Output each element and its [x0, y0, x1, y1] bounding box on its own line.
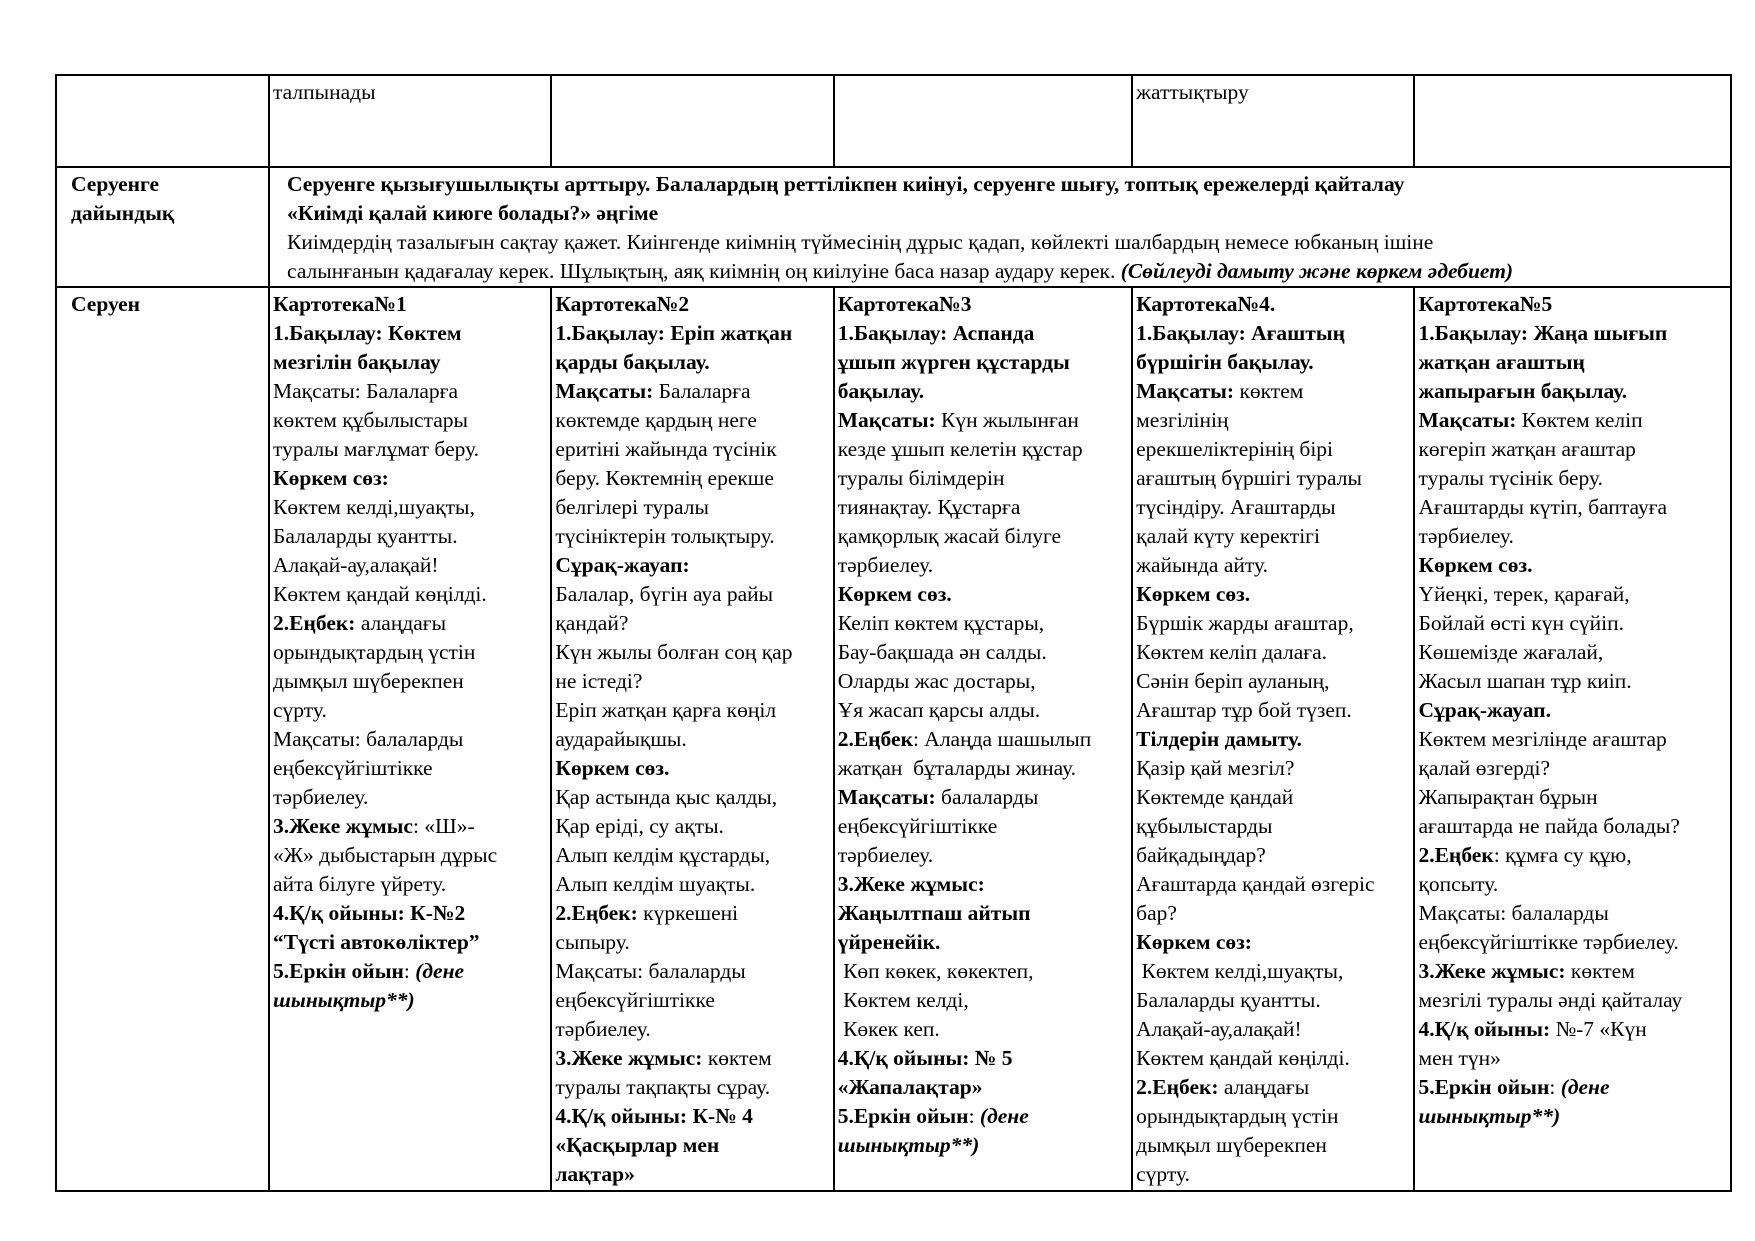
prep-body: Киімдердің тазалығын сақтау қажет. Киінгенде киімнің түймесінің дұрыс қадап, көйлекті шалбардың немесе юбканың ішіне [287, 230, 1434, 254]
prep-subheading: «Киімді қалай киюге болады?» әңгіме [287, 201, 659, 225]
card-4: Картотека№4. 1.Бақылау: Ағаштың бүршігін бақылау. Мақсаты: көктем мезгілінің ерекшеліктерінің бірі ағаштың бүршігі туралы түсіндіру. Ағаштарды қалай күту керектігі жайында айту. Көркем сөз. Бүршік жарды ағаштар, Көктем келіп далаға. Сәнін беріп ауланың, Ағаштар тұр бой түзеп. Тілдерін дамыту. Қазір қай мезгіл? Көктемде қандай құбылыстарды байқадыңдар? Ағаштарда қандай өзгеріс бар? Көркем сөз: Көктем келді,шуақты, Балаларды қуантты. Алақай-ау,алақай! Көктем қандай көңілді. 2.Еңбек: алаңдағы орындықтардың үстін дымқыл шүберекпен сүрту. [1132, 287, 1414, 1191]
table-row-walk [56, 287, 1731, 1191]
cell-col1 [269, 75, 551, 167]
daily-plan-table [55, 74, 1732, 1192]
card-title: Картотека№4. [1136, 292, 1276, 316]
card-title: Картотека№2 [555, 292, 690, 316]
row-label-walk: Серуен [56, 287, 269, 1191]
prep-note: (Сөйлеуді дамыту және көркем әдебиет) [1120, 259, 1514, 283]
card-2: Картотека№2 1.Бақылау: Еріп жатқан қарды бақылау. Мақсаты: Балаларға көктемде қардың неге еритіні жайында түсінік беру. Көктемнің ерекше белгілері туралы түсініктерін толықтыру. Сұрақ-жауап: Балалар, бүгін ауа райы қандай? Күн жылы болған соң қар не істеді? Еріп жатқан қарға көңіл аударайықшы. Көркем сөз. Қар астында қыс қалды, Қар еріді, су ақты. Алып келдім құстарды, Алып келдім шуақты. 2.Еңбек: күркешені сыпыру. Мақсаты: балаларды еңбексүйгіштікке тәрбиелеу. 3.Жеке жұмыс: көктем туралы тақпақты сұрау. 4.Қ/қ ойыны: К-№ 4 «Қасқырлар мен лақтар» [551, 287, 833, 1191]
cell-col2 [551, 75, 833, 167]
cell-text: талпынады [273, 80, 376, 104]
cell-col4 [1132, 75, 1414, 167]
card-5: Картотека№5 1.Бақылау: Жаңа шығып жатқан ағаштың жапырағын бақылау. Мақсаты: Көктем келіп көгеріп жатқан ағаштар туралы түсінік беру. Ағаштарды күтіп, баптауға тәрбиелеу. Көркем сөз. Үйеңкі, терек, қарағай, Бойлай өсті күн сүйіп. Көшемізде жағалай, Жасыл шапан тұр киіп. Сұрақ-жауап. Көктем мезгілінде ағаштар қалай өзгерді? Жапырақтан бұрын ағаштарда не пайда болады? 2.Еңбек: құмға су құю, қопсыту. Мақсаты: балаларды еңбексүйгіштікке тәрбиелеу. 3.Жеке жұмыс: көктем мезгілі туралы әнді қайталау 4.Қ/қ ойыны: №-7 «Күн мен түн» 5.Еркін ойын: (дене шынықтыр**) [1414, 287, 1731, 1191]
table-row-prep [56, 167, 1731, 287]
card-3: Картотека№3 1.Бақылау: Аспанда ұшып жүрген құстарды бақылау. Мақсаты: Күн жылынған кезде ұшып келетін құстар туралы білімдерін тиянақтау. Құстарға қамқорлық жасай білуге тәрбиелеу. Көркем сөз. Келіп көктем құстары, Бау-бақшада ән салды. Оларды жас достары, Ұя жасап қарсы алды. 2.Еңбек: Алаңда шашылып жатқан бұталарды жинау. Мақсаты: балаларды еңбексүйгіштікке тәрбиелеу. 3.Жеке жұмыс: Жаңылтпаш айтып үйренейік. Көп көкек, көкектеп, Көктем келді, Көкек кеп. 4.Қ/қ ойыны: № 5 «Жапалақтар» 5.Еркін ойын: (дене шынықтыр**) [834, 287, 1132, 1191]
cell-text: жаттықтыру [1136, 80, 1249, 104]
cell-empty-label [56, 75, 269, 167]
card-1: Картотека№1 1.Бақылау: Көктем мезгілін бақылау Мақсаты: Балаларға көктем құбылыстары туралы мағлұмат беру. Көркем сөз: Көктем келді,шуақты, Балаларды қуантты. Алақай-ау,алақай! Көктем қандай көңілді. 2.Еңбек: алаңдағы орындықтардың үстін дымқыл шүберекпен сүрту. Мақсаты: балаларды еңбексүйгіштікке тәрбиелеу. 3.Жеке жұмыс: «Ш»- «Ж» дыбыстарын дұрыс айта білуге үйрету. 4.Қ/қ ойыны: К-№2 “Түсті автокөліктер” 5.Еркін ойын: (дене шынықтыр**) [269, 287, 551, 1191]
prep-body: салынғанын қадағалау керек. Шұлықтың, аяқ киімнің оң киілуіне баса назар аудару керек. [287, 259, 1121, 283]
prep-content [269, 167, 1731, 287]
cell-col3 [834, 75, 1132, 167]
row-label-prep: Серуенге дайындық [56, 167, 269, 287]
card-title: Картотека№5 [1418, 292, 1553, 316]
table-row-continuation [56, 75, 1731, 167]
prep-heading: Серуенге қызығушылықты арттыру. Балалардың реттілікпен киінуі, серуенге шығу, топтық ережелерді қайталау [287, 172, 1405, 196]
card-title: Картотека№3 [837, 292, 972, 316]
cell-col5 [1414, 75, 1731, 167]
card-title: Картотека№1 [273, 292, 407, 316]
